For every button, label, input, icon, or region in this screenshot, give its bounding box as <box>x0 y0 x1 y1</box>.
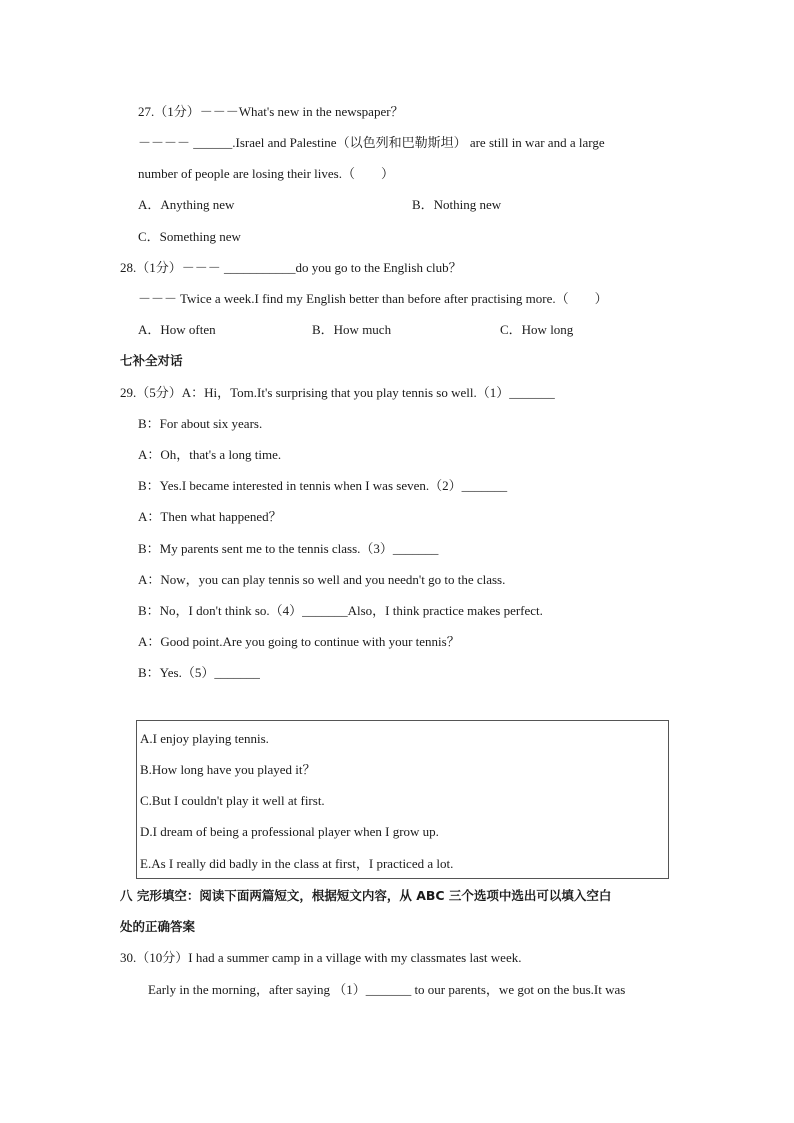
q27-option-a: A．Anything new <box>138 197 235 212</box>
q29-choice-box <box>136 720 669 879</box>
q29-choice: D.I dream of being a professional player when I grow up. <box>140 824 439 839</box>
q29-line: A：Then what happened？ <box>138 509 282 524</box>
q29-choice: C.But I couldn't play it well at first. <box>140 793 325 808</box>
q29-line: A：Now，you can play tennis so well and you needn't go to the class. <box>138 572 506 587</box>
q29-line: A：Oh，that's a long time. <box>138 447 282 462</box>
q30-stem: 30.（10分）I had a summer camp in a village with my classmates last week. <box>120 950 522 965</box>
section8-title-line2: 处的正确答案 <box>120 919 196 934</box>
q29-line: B：Yes.（5）_______ <box>138 665 260 680</box>
q28-option-c: C．How long <box>500 322 574 337</box>
q28-line2: －－－ Twice a week.I find my English better than before after practising more.（ ） <box>138 291 608 306</box>
q28-option-b: B．How much <box>312 322 392 337</box>
q29-line: B：Yes.I became interested in tennis when I was seven.（2）_______ <box>138 478 508 493</box>
q27-stem: 27.（1分）－－－What's new in the newspaper？ <box>138 104 404 119</box>
section7-title: 七补全对话 <box>120 353 183 368</box>
q28-stem: 28.（1分）－－－ ___________do you go to the English club？ <box>120 260 462 275</box>
q27-line3: number of people are losing their lives.（ ） <box>138 166 394 181</box>
section8-title-line1: 八 完形填空：阅读下面两篇短文，根据短文内容，从 ABC 三个选项中选出可以填入空白 <box>120 888 612 903</box>
q29-line: B：No，I don't think so.（4）_______Also，I think practice makes perfect. <box>138 603 543 618</box>
q29-line: B：My parents sent me to the tennis class.（3）_______ <box>138 541 439 556</box>
q29-choice: A.I enjoy playing tennis. <box>140 731 269 746</box>
q28-option-a: A．How often <box>138 322 216 337</box>
q27-option-b: B．Nothing new <box>412 197 502 212</box>
q29-line: B：For about six years. <box>138 416 263 431</box>
q29-line: A：Good point.Are you going to continue with your tennis？ <box>138 634 460 649</box>
q29-choice: E.As I really did badly in the class at first，I practiced a lot. <box>140 856 454 871</box>
q27-line2: －－－－ ______.Israel and Palestine（以色列和巴勒斯坦） are still in war and a large <box>138 135 605 150</box>
q29-choice: B.How long have you played it？ <box>140 762 316 777</box>
q30-line2: Early in the morning，after saying （1）_______ to our parents，we got on the bus.It was <box>148 982 626 997</box>
q29-line: 29.（5分）A：Hi，Tom.It's surprising that you play tennis so well.（1）_______ <box>120 385 555 400</box>
q27-option-c: C．Something new <box>138 229 241 244</box>
